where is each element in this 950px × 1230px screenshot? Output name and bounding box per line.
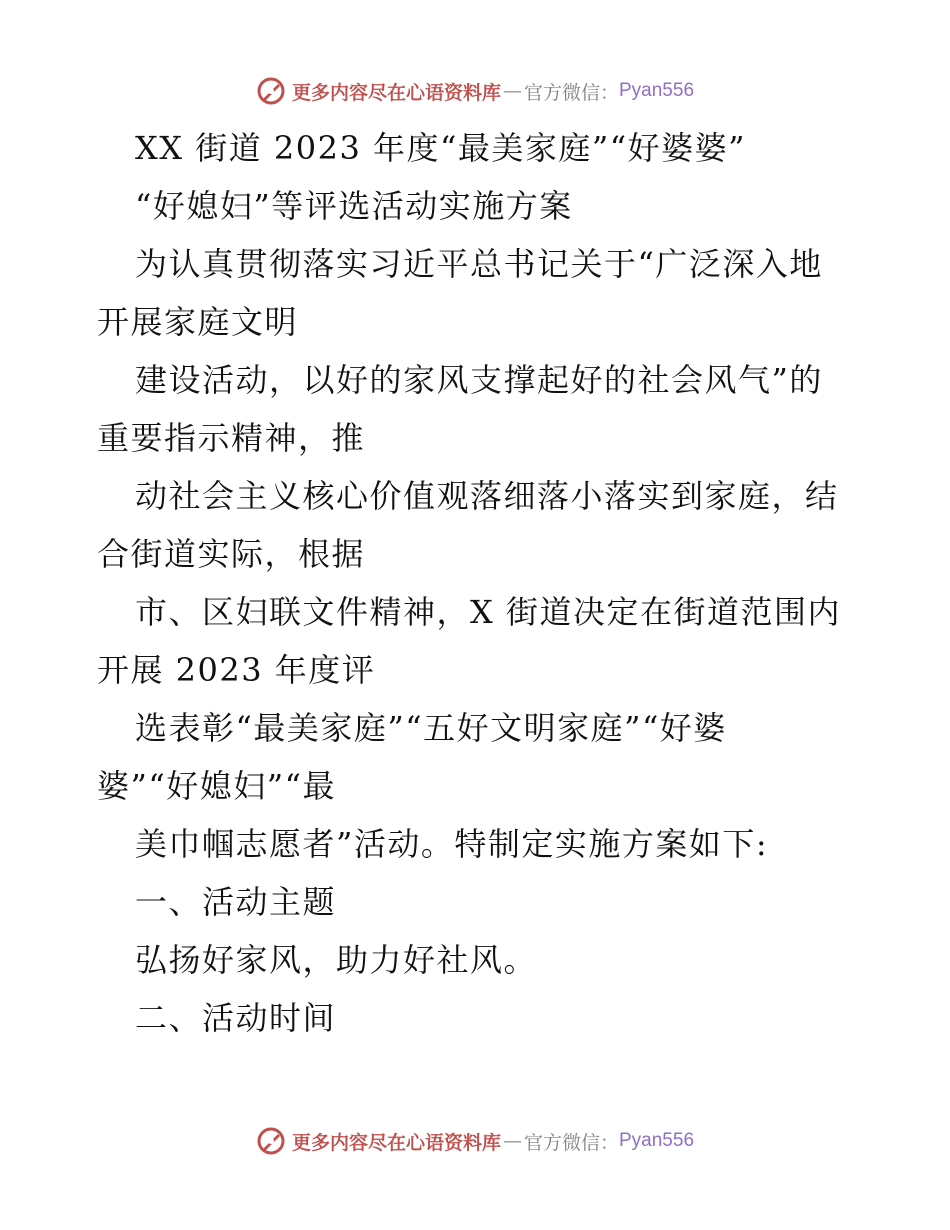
section-heading-theme: 一、活动主题	[135, 883, 337, 921]
paragraph-line: 建设活动，以好的家风支撑起好的社会风气”的	[135, 361, 823, 399]
paragraph-line: 市、区妇联文件精神，X 街道决定在街道范围内	[135, 593, 841, 631]
document-title-line-2: “好媳妇”等评选活动实施方案	[135, 187, 573, 225]
quill-logo-icon	[256, 76, 286, 106]
watermark-wechat-id: Pyan556	[619, 1130, 695, 1151]
paragraph-line: 重要指示精神，推	[97, 419, 366, 457]
watermark-label: 官方微信：	[523, 81, 619, 104]
watermark-site-name: 更多内容尽在心语资料库	[291, 1131, 501, 1154]
quill-logo-icon	[256, 1126, 286, 1156]
paragraph-line: 动社会主义核心价值观落细落小落实到家庭，结	[135, 477, 839, 515]
watermark-label: 官方微信：	[523, 1131, 619, 1154]
document-title-line-1: XX 街道 2023 年度“最美家庭”“好婆婆”	[135, 129, 746, 167]
header-watermark	[0, 71, 950, 111]
paragraph-line: 婆”“好媳妇”“最	[97, 767, 336, 805]
paragraph-line: 开展 2023 年度评	[97, 651, 376, 689]
paragraph-line: 弘扬好家风，助力好社风。	[135, 941, 538, 979]
paragraph-line: 美巾帼志愿者”活动。特制定实施方案如下:	[135, 825, 769, 863]
paragraph-line: 为认真贯彻落实习近平总书记关于“广泛深入地	[135, 245, 823, 283]
paragraph-line: 合街道实际，根据	[97, 535, 366, 573]
watermark-dash: —	[502, 1130, 522, 1152]
paragraph-line: 开展家庭文明	[97, 303, 299, 341]
watermark-site-name: 更多内容尽在心语资料库	[291, 81, 501, 104]
watermark-wechat-id: Pyan556	[619, 80, 695, 101]
paragraph-line: 选表彰“最美家庭”“五好文明家庭”“好婆	[135, 709, 727, 747]
section-heading-time: 二、活动时间	[135, 999, 337, 1037]
footer-watermark	[0, 1121, 950, 1161]
watermark-dash: —	[502, 80, 522, 102]
